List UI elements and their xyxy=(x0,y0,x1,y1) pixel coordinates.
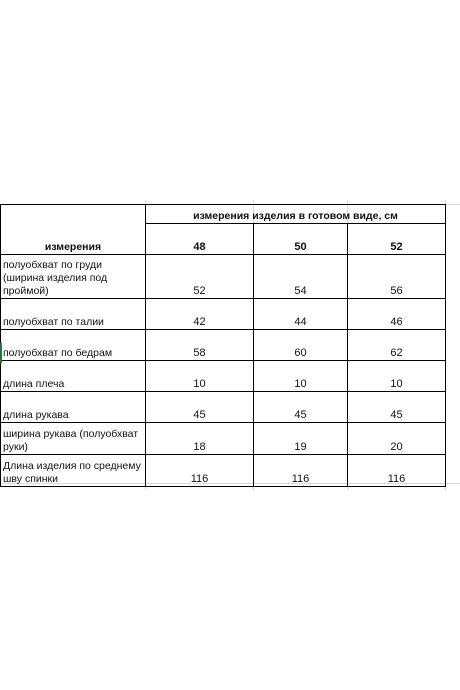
row-label[interactable]: полуобхват по бедрам xyxy=(1,329,146,360)
cell-value[interactable]: 58 xyxy=(146,329,254,360)
size-chart-table xyxy=(0,204,446,487)
cell-value[interactable]: 45 xyxy=(146,391,254,422)
cell-value[interactable]: 60 xyxy=(254,329,348,360)
cell-value[interactable]: 20 xyxy=(348,422,446,454)
cell-value[interactable]: 42 xyxy=(146,298,254,329)
cell-value[interactable]: 18 xyxy=(146,422,254,454)
cell-value[interactable]: 45 xyxy=(348,391,446,422)
row-label[interactable]: ширина рукава (полуобхват руки) xyxy=(1,422,146,454)
table-row xyxy=(1,298,446,329)
size-header-50[interactable]: 50 xyxy=(254,224,348,255)
cell-value[interactable]: 44 xyxy=(254,298,348,329)
cell-value[interactable]: 116 xyxy=(254,454,348,486)
table-row xyxy=(1,391,446,422)
selection-edge-marker xyxy=(0,343,2,363)
cell-value[interactable]: 10 xyxy=(146,360,254,391)
measurements-header[interactable]: измерения xyxy=(1,224,146,255)
cell-value[interactable]: 46 xyxy=(348,298,446,329)
row-label[interactable]: полуобхват по груди (ширина изделия под проймой) xyxy=(1,254,146,298)
table-row xyxy=(1,360,446,391)
cell-value[interactable]: 52 xyxy=(146,254,254,298)
cell-value[interactable]: 56 xyxy=(348,254,446,298)
cell-value[interactable]: 19 xyxy=(254,422,348,454)
cell-value[interactable]: 62 xyxy=(348,329,446,360)
cell-value[interactable]: 10 xyxy=(348,360,446,391)
caption-row xyxy=(1,205,446,224)
cell-value[interactable]: 45 xyxy=(254,391,348,422)
size-header-48[interactable]: 48 xyxy=(146,224,254,255)
table-row xyxy=(1,254,446,298)
header-row xyxy=(1,224,446,255)
cell-value[interactable]: 116 xyxy=(348,454,446,486)
row-label[interactable]: длина плеча xyxy=(1,360,146,391)
table-row xyxy=(1,454,446,486)
cell-value[interactable]: 10 xyxy=(254,360,348,391)
table-row xyxy=(1,329,446,360)
row-label[interactable]: длина рукава xyxy=(1,391,146,422)
cell-value[interactable]: 116 xyxy=(146,454,254,486)
row-label[interactable]: полуобхват по талии xyxy=(1,298,146,329)
spreadsheet-area xyxy=(0,200,460,490)
corner-cell[interactable] xyxy=(1,205,146,224)
size-header-52[interactable]: 52 xyxy=(348,224,446,255)
cell-value[interactable]: 54 xyxy=(254,254,348,298)
row-label[interactable]: Длина изделия по среднему шву спинки xyxy=(1,454,146,486)
table-caption[interactable]: измерения изделия в готовом виде, см xyxy=(146,205,446,224)
table-row xyxy=(1,422,446,454)
